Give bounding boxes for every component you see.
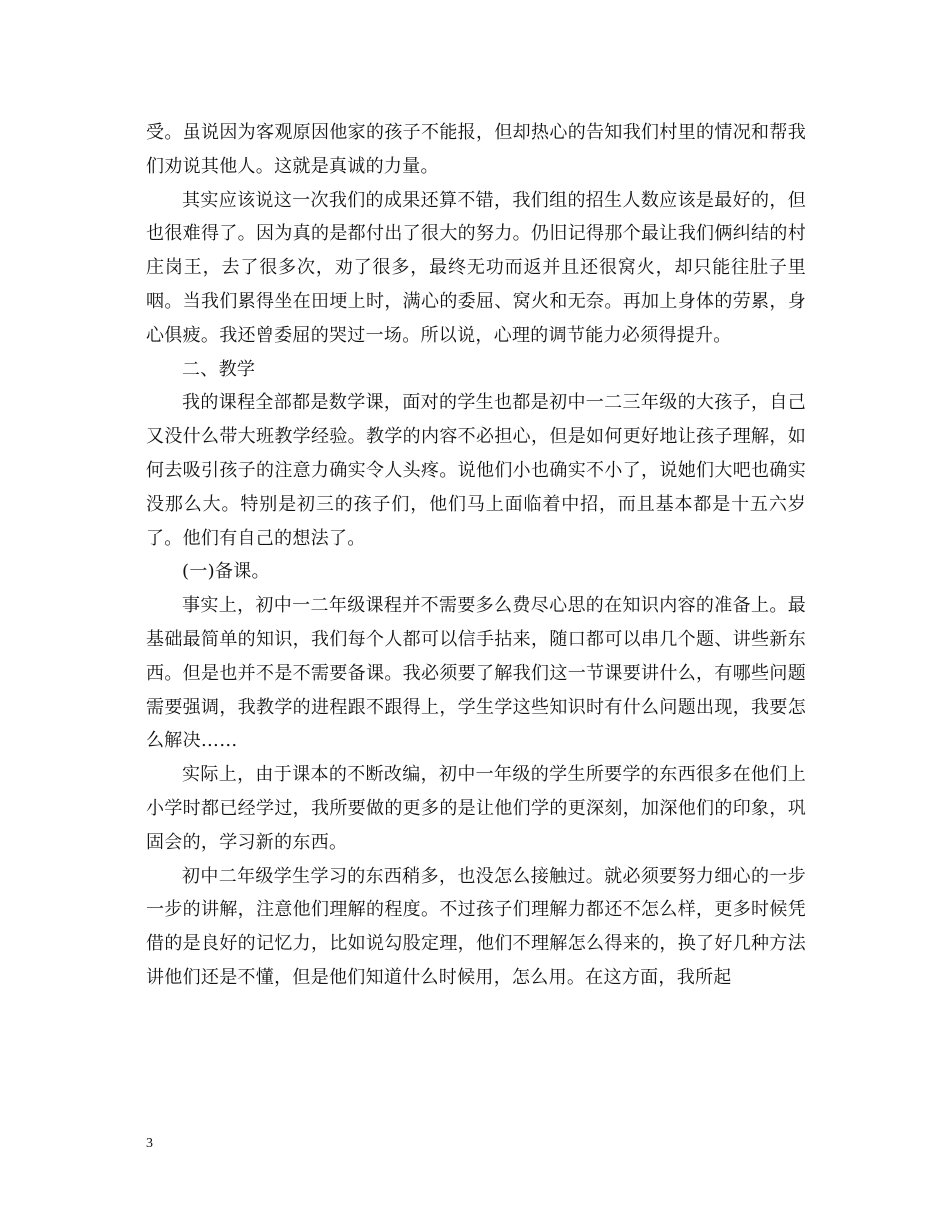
section-heading-teaching: 二、教学 xyxy=(182,358,256,380)
paragraph-continuation: 受。虽说因为客观原因他家的孩子不能报，但却热心的告知我们村里的情况和帮我们劝说其他人。这就是真诚的力量。 xyxy=(146,122,806,177)
subsection-heading-lesson-prep: (一)备课。 xyxy=(182,561,270,583)
paragraph: 我的课程全部都是数学课，面对的学生也都是初中一二三年级的大孩子，自己又没什么带大班教学经验。教学的内容不必担心，但是如何更好地让孩子理解，如何去吸引孩子的注意力确实令人头疼。说他们小也确实不小了，说她们大吧也确实没那么大。特别是初三的孩子们，他们马上面临着中招，而且基本都是十五六岁了。他们有自己的想法了。 xyxy=(146,392,806,549)
paragraph: 事实上，初中一二年级课程并不需要多么费尽心思的在知识内容的准备上。最基础最简单的知识，我们每个人都可以信手拈来，随口都可以串几个题、讲些新东西。但是也并不是不需要备课。我必须要了解我们这一节课要讲什么，有哪些问题需要强调，我教学的进程跟不跟得上，学生学这些知识时有什么问题出现，我要怎么解决…… xyxy=(146,595,806,752)
page-number: 3 xyxy=(146,1136,153,1151)
paragraph: 初中二年级学生学习的东西稍多，也没怎么接触过。就必须要努力细心的一步一步的讲解，注意他们理解的程度。不过孩子们理解力都还不怎么样，更多时候凭借的是良好的记忆力，比如说勾股定理，他们不理解怎么得来的，换了好几种方法讲他们还是不懂，但是他们知道什么时候用，怎么用。在这方面，我所起 xyxy=(146,865,806,988)
paragraph: 其实应该说这一次我们的成果还算不错，我们组的招生人数应该是最好的，但也很难得了。因为真的是都付出了很大的努力。仍旧记得那个最让我们俩纠结的村庄岗王，去了很多次，劝了很多，最终无功而返并且还很窝火，却只能往肚子里咽。当我们累得坐在田埂上时，满心的委屈、窝火和无奈。再加上身体的劳累，身心俱疲。我还曾委屈的哭过一场。所以说，心理的调节能力必须得提升。 xyxy=(146,189,806,346)
document-body xyxy=(146,116,806,995)
paragraph: 实际上，由于课本的不断改编，初中一年级的学生所要学的东西很多在他们上小学时都已经学过，我所要做的更多的是让他们学的更深刻，加深他们的印象，巩固会的，学习新的东西。 xyxy=(146,764,806,853)
